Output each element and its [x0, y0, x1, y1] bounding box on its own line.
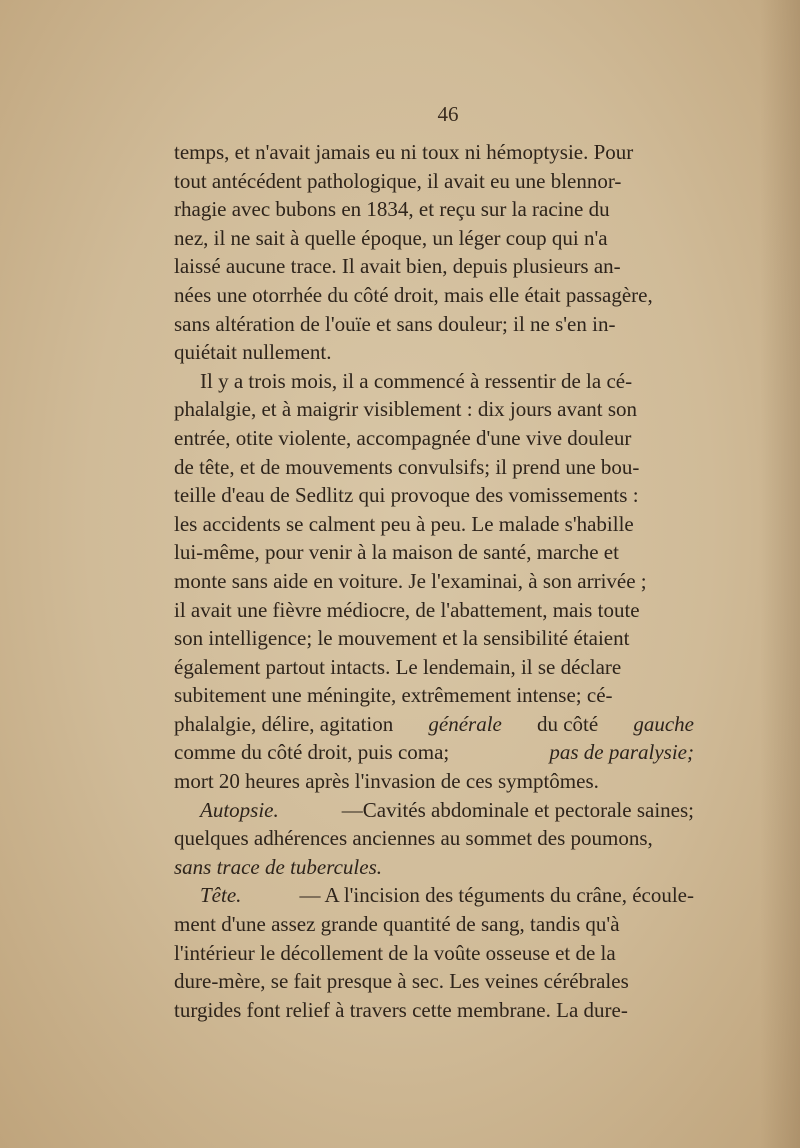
text-line: tout antécédent pathologique, il avait eu une blennor-: [174, 168, 622, 193]
italic-word: générale: [428, 711, 502, 736]
text-line: également partout intacts. Le lendemain, il se déclare: [174, 654, 622, 679]
text-line: il avait une fièvre médiocre, de l'abattement, mais toute: [174, 597, 640, 622]
body-text: [174, 138, 694, 1024]
text-line: entrée, otite violente, accompagnée d'une vive douleur: [174, 425, 632, 450]
text-line: phalalgie, délire, agitation générale du côté gauche: [174, 710, 694, 739]
text-line: subitement une méningite, extrêmement intense; cé-: [174, 683, 613, 708]
text-line: mort 20 heures après l'invasion de ces symptômes.: [174, 769, 599, 794]
italic-phrase: pas de paralysie;: [549, 740, 694, 765]
text-line: turgides font relief à travers cette membrane. La dure-: [174, 997, 628, 1022]
text-line: les accidents se calment peu à peu. Le malade s'habille: [174, 511, 634, 536]
text-line: Tête. — A l'incision des téguments du crâne, écoule-: [174, 881, 694, 910]
text-line: Il y a trois mois, il a commencé à ressentir de la cé-: [200, 368, 633, 393]
text-line: monte sans aide en voiture. Je l'examinai, à son arrivée ;: [174, 568, 647, 593]
text-line: dure-mère, se fait presque à sec. Les veines cérébrales: [174, 969, 629, 994]
text-line: de tête, et de mouvements convulsifs; il prend une bou-: [174, 454, 640, 479]
text-line: rhagie avec bubons en 1834, et reçu sur la racine du: [174, 197, 610, 222]
text-line: temps, et n'avait jamais eu ni toux ni hémoptysie. Pour: [174, 140, 634, 164]
text-line: lui-même, pour venir à la maison de santé, marche et: [174, 540, 619, 565]
text-line: son intelligence; le mouvement et la sensibilité étaient: [174, 626, 630, 651]
text-line: ment d'une assez grande quantité de sang, tandis qu'à: [174, 912, 620, 937]
section-heading: Autopsie.: [200, 797, 279, 822]
text-line: sans altération de l'ouïe et sans douleur; il ne s'en in-: [174, 311, 616, 336]
text-line: Autopsie. —Cavités abdominale et pectorale saines;: [174, 796, 694, 825]
text-line: laissé aucune trace. Il avait bien, depuis plusieurs an-: [174, 254, 621, 279]
italic-phrase: sans trace de tubercules.: [174, 854, 383, 879]
text-line: quiétait nullement.: [174, 340, 332, 365]
text-line: teille d'eau de Sedlitz qui provoque des vomissements :: [174, 483, 639, 508]
text-line: l'intérieur le décollement de la voûte osseuse et de la: [174, 940, 616, 965]
italic-word: gauche: [633, 711, 694, 736]
text-line: comme du côté droit, puis coma; pas de paralysie;: [174, 738, 694, 767]
section-heading: Tête.: [200, 883, 242, 908]
text-line: phalalgie, et à maigrir visiblement : dix jours avant son: [174, 397, 638, 422]
text-line: quelques adhérences anciennes au sommet des poumons,: [174, 826, 653, 851]
page-fold-shadow: [760, 0, 800, 1148]
text-line: nées une otorrhée du côté droit, mais elle était passagère,: [174, 282, 653, 307]
page-number: 46: [437, 102, 459, 126]
text-line: [174, 853, 694, 882]
text-line: nez, il ne sait à quelle époque, un léger coup qui n'a: [174, 225, 608, 250]
